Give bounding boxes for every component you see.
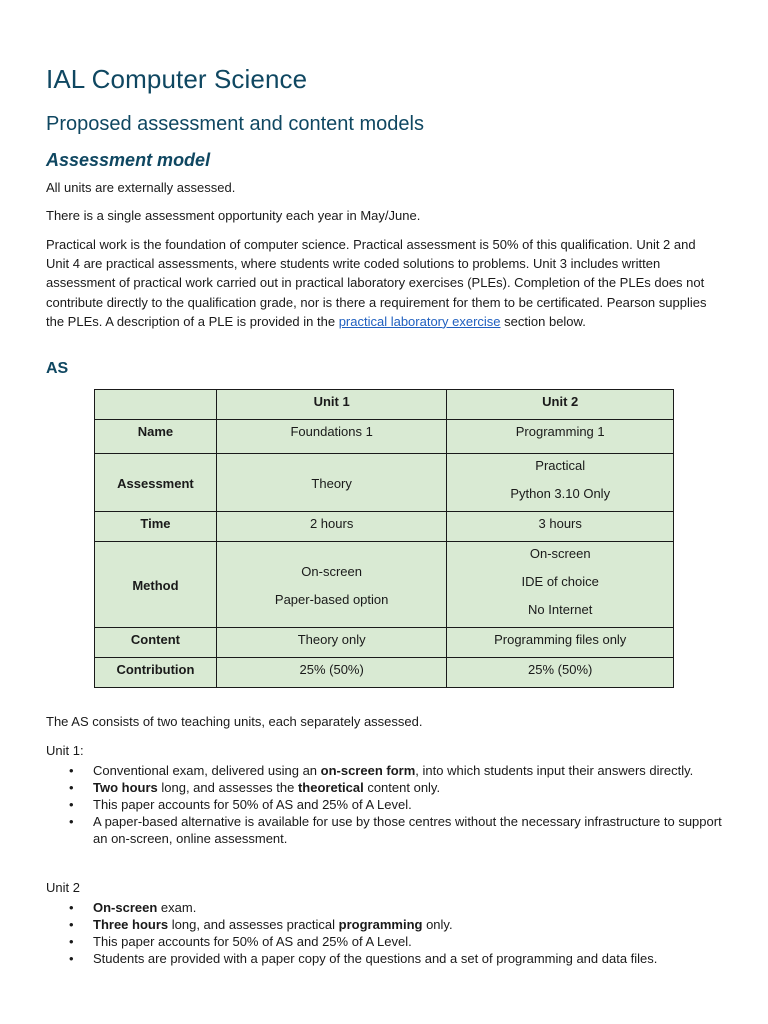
paragraph-assessment-opportunity: There is a single assessment opportunity each year in May/June. [46,208,421,223]
paragraph-external-assessment: All units are externally assessed. [46,180,236,195]
list-item: • A paper-based alternative is available for use by those centres without the necessary infrastructure to support an on-screen, online assessment. [46,813,722,847]
unit1-bullet-list [46,762,722,847]
unit1-label: Unit 1: [46,743,84,758]
text: content only. [363,780,441,795]
bold-text: Three hours [93,917,169,932]
list-item: • This paper accounts for 50% of AS and 25% of A Level. [46,796,722,813]
row-label: Content [95,628,217,658]
list-item: • This paper accounts for 50% of AS and 25% of A Level. [46,933,722,950]
unit1-contribution: 25% (50%) [216,658,447,688]
cell-line: Paper-based option [274,592,389,607]
table-row-content [95,628,674,658]
text: , into which students input their answers directly. [415,763,694,778]
unit2-content: Programming files only [447,628,674,658]
list-item [46,762,722,779]
as-assessment-table [94,389,674,688]
unit1-method [216,542,447,628]
bold-text: On-screen [93,900,158,915]
row-label: Contribution [95,658,217,688]
document-title: IAL Computer Science [46,64,308,94]
cell-line: No Internet [528,602,593,617]
table-row-contribution [95,658,674,688]
unit2-time: 3 hours [447,512,674,542]
row-label: Method [95,542,217,628]
unit1-assessment: Theory [216,454,447,512]
table-row-time [95,512,674,542]
table-row-assessment [95,454,674,512]
bold-text: Two hours [93,780,158,795]
table-header-row [95,390,674,420]
list-item: • Students are provided with a paper copy of the questions and a set of programming and data files. [46,950,722,967]
text: long, and assesses practical [168,917,339,932]
cell-line: IDE of choice [521,574,599,589]
unit2-assessment [447,454,674,512]
cell-line: On-screen [301,564,362,579]
unit1-name: Foundations 1 [216,420,447,454]
bold-text: programming [338,917,423,932]
list-item [46,779,722,796]
as-heading: AS [46,360,69,377]
cell-line: Python 3.10 Only [510,486,611,501]
text: long, and assesses the [157,780,298,795]
unit2-name: Programming 1 [447,420,674,454]
unit1-content: Theory only [216,628,447,658]
unit2-contribution: 25% (50%) [447,658,674,688]
unit2-method [447,542,674,628]
unit1-time: 2 hours [216,512,447,542]
list-item [46,899,722,916]
document-subtitle: Proposed assessment and content models [46,113,424,135]
paragraph-text: Practical work is the foundation of computer science. Practical assessment is 50% of this qualification. Unit 2 and Unit 4 are practical assessments, where students write coded solutions to problems. Unit 3 includes written assessment of practical work carried out in practical laboratory exercises (PLEs). Completion of the PLEs does not contribute directly to the qualification grade, nor is there a requirement for them to be certificated. Pearson supplies the PLEs. A description of a PLE is provided in the [46,237,707,329]
table-header-unit1: Unit 1 [216,390,447,420]
text: only. [422,917,453,932]
row-label: Time [95,512,217,542]
row-label: Name [95,420,217,454]
cell-line: Practical [535,458,586,473]
bold-text: on-screen form [320,763,416,778]
table-header-empty [95,390,217,420]
table-row-name [95,420,674,454]
bold-text: theoretical [297,780,364,795]
text: Conventional exam, delivered using an [93,763,321,778]
table-row-method [95,542,674,628]
list-item [46,916,722,933]
text: exam. [157,900,197,915]
paragraph-practical-work [46,235,722,331]
table-header-unit2: Unit 2 [447,390,674,420]
row-label: Assessment [95,454,217,512]
as-summary: The AS consists of two teaching units, each separately assessed. [46,714,423,729]
section-heading-assessment-model: Assessment model [46,150,211,170]
cell-line: On-screen [529,546,591,561]
practical-laboratory-exercise-link[interactable]: practical laboratory exercise [338,313,501,329]
unit2-bullet-list [46,899,722,967]
unit2-label: Unit 2 [46,880,80,895]
paragraph-text-end: section below. [500,313,586,329]
